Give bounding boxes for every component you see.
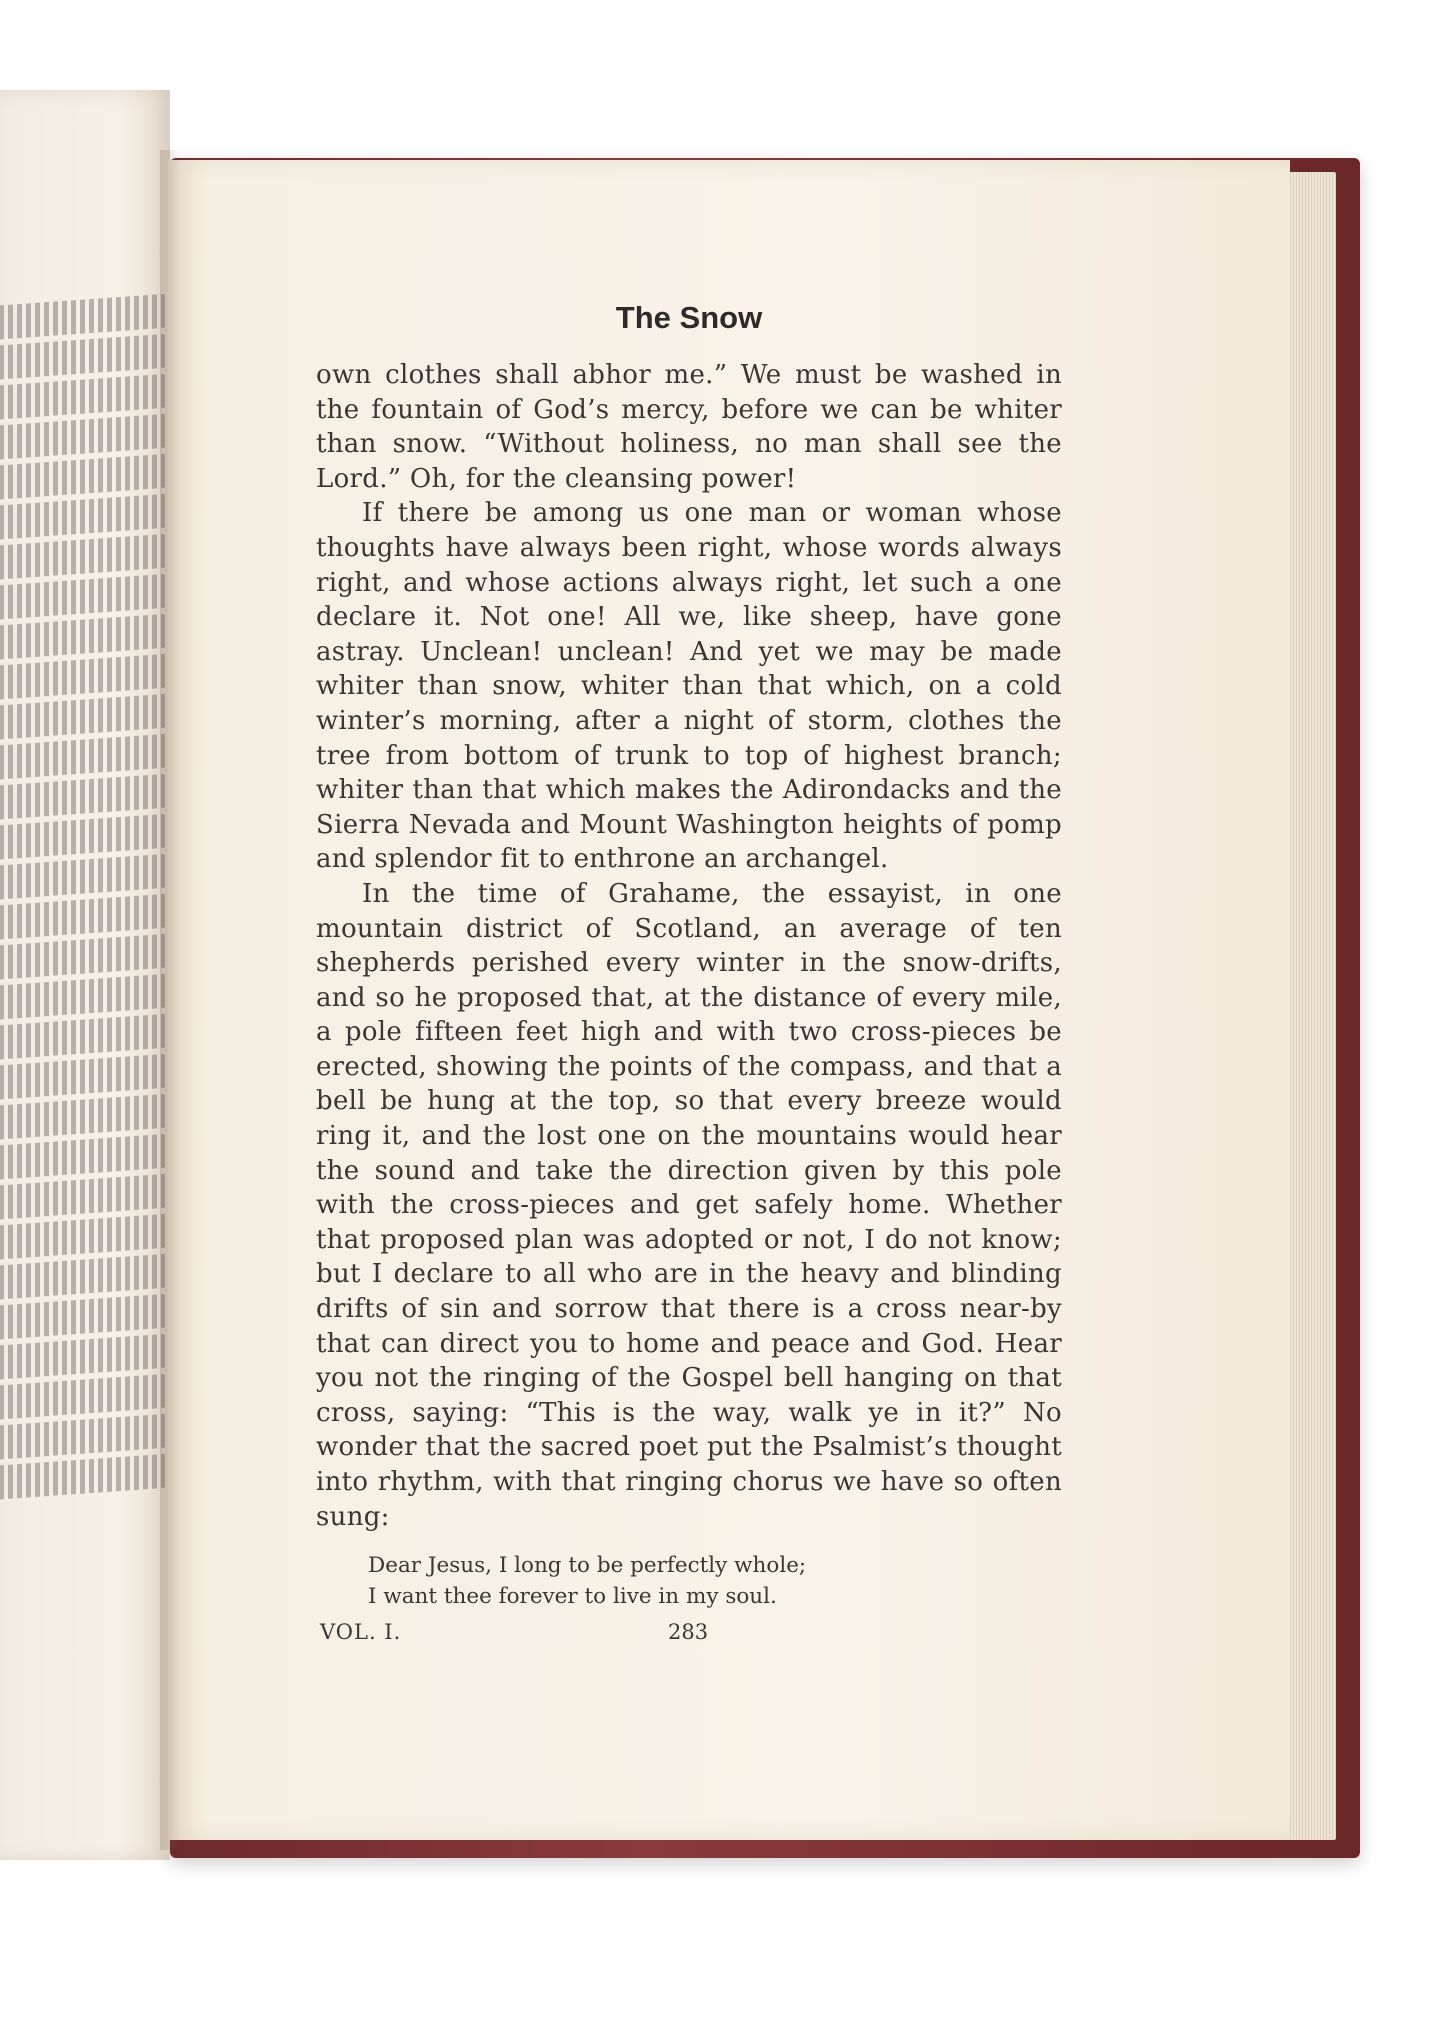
book-gutter xyxy=(160,150,180,1850)
paragraph: If there be among us one man or woman whose thoughts have always been right, whose words always right, and whose actions always right, let such a one declare it. Not one! All we, like sheep, have gone astray. Unclean! unclean! And yet we may be made whiter than snow, whiter than that which, on a cold winter’s morning, after a night of storm, clothes the tree from bottom of trunk to top of highest branch; whiter than that which makes the Adirondacks and the Sierra Nevada and Mount Washington heights of pomp and splendor fit to enthrone an archangel. xyxy=(316,498,1062,875)
verse-line: I want thee forever to live in my soul. xyxy=(368,1584,777,1610)
page-title: The Snow xyxy=(615,300,763,335)
page-footer xyxy=(316,1620,1062,1654)
verse xyxy=(368,1550,1062,1612)
verse-line: Dear Jesus, I long to be perfectly whole; xyxy=(368,1553,807,1579)
page-text xyxy=(316,300,1062,1654)
paragraph: In the time of Grahame, the essayist, in one mountain district of Scotland, an average of ten shepherds perished every winter in the snow-drifts, and so he proposed that, at the distance of every mile, a pole fifteen feet high and with two cross-pieces be erected, showing the points of the compass, and that a bell be hung at the top, so that every breeze would ring it, and the lost one on the mountains would hear the sound and take the direction given by this pole with the cross-pieces and get safely home. Whether that proposed plan was adopted or not, I do not know; but I declare to all who are in the heavy and blinding drifts of sin and sorrow that there is a cross near-by that can direct you to home and peace and God. Hear you not the ringing of the Gospel bell hanging on that cross, saying: “This is the way, walk ye in it?” No wonder that the sacred poet put the Psalmist’s thought into rhythm, with that ringing chorus we have so often sung: xyxy=(316,878,1062,1532)
page-edges xyxy=(1288,172,1336,1840)
left-page-text-lines xyxy=(0,300,165,1500)
volume-label: VOL. I. xyxy=(320,1620,402,1645)
page-number: 283 xyxy=(668,1620,709,1645)
paragraph: own clothes shall abhor me.” We must be washed in the fountain of God’s mercy, before we can be whiter than snow. “Without holiness, no man shall see the Lord.” Oh, for the cleansing power! xyxy=(316,360,1062,494)
left-page xyxy=(0,90,170,1860)
